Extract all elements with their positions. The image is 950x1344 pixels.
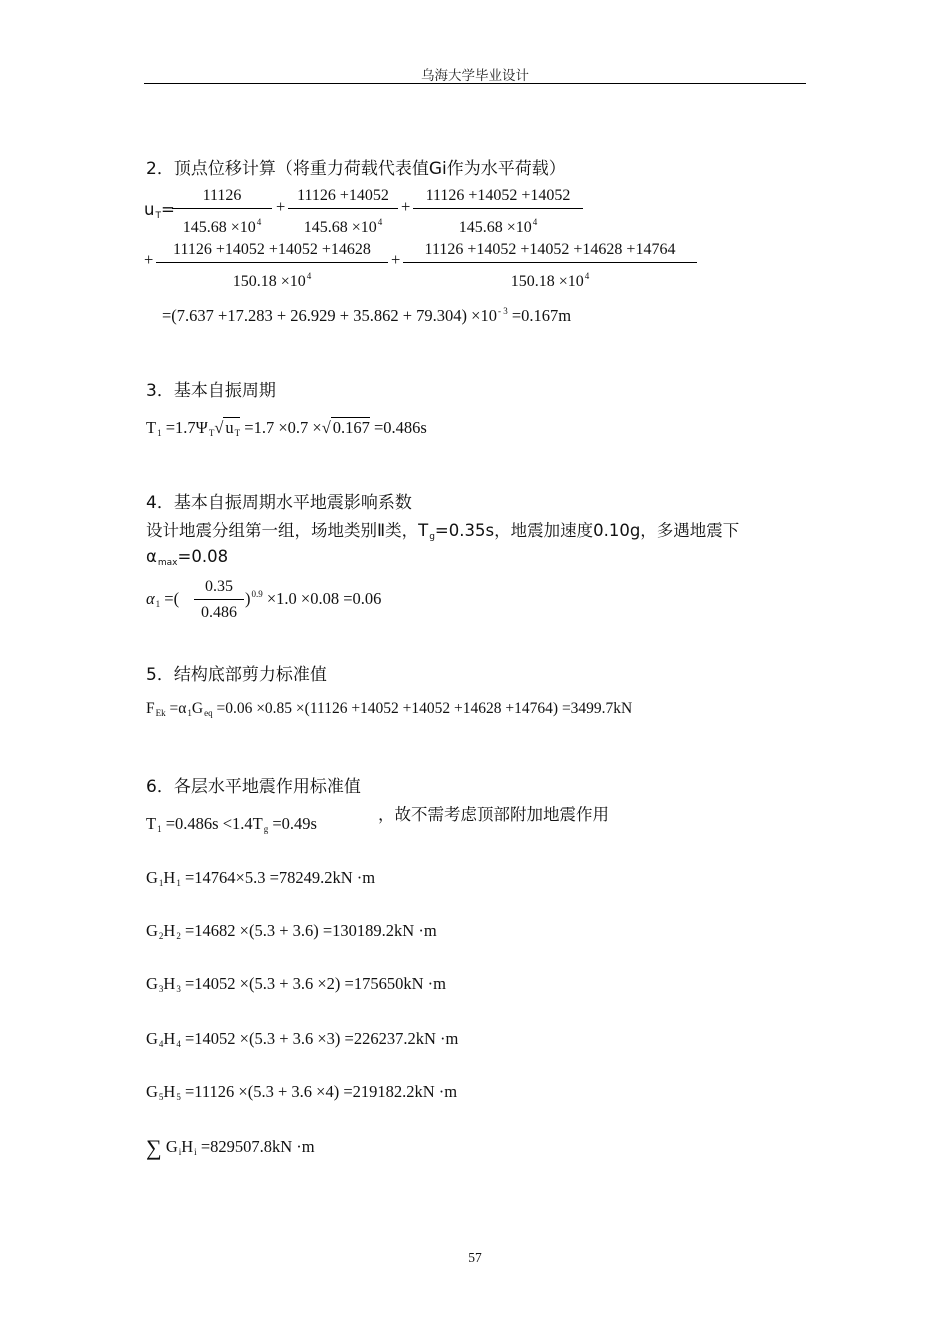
GH-row-4-G-sub: 4 [158,1039,164,1049]
fraction-4-bar [156,262,388,263]
fraction-3-denominator [413,210,583,236]
fraction-5-den-text: 150.18 ×10 [510,273,584,290]
top-condition-g-sub: g [263,824,269,834]
sqrt-sign: √ [214,418,224,437]
GH-row-2: $G_2H_2 =14682 \times(5.3 + 3.6) =130189.2kN \cdot m$ [146,921,437,941]
sqrt-u: u [225,418,234,437]
site-parameters-a: 设计地震分组第一组，场地类别Ⅱ类，T [146,521,429,540]
base-shear-G-sub: eq [204,708,213,718]
alpha1-close: ) [245,589,251,608]
fraction-4-den-text: 150.18 ×10 [232,273,306,290]
GH-row-2-value: =14682 ×(5.3 + 3.6) =130189.2kN ·m [180,921,437,940]
alpha1-open: =( [160,589,180,608]
alpha1-symbol: α [146,589,155,608]
base-shear-result: =0.06 ×0.85 ×(11126 +14052 +14052 +14628 +14764) =3499.7kN [212,700,633,717]
GH-row-3-value: =14052 ×(5.3 + 3.6 ×2) =175650kN ·m [180,974,446,993]
base-shear-alpha: =α [165,700,187,717]
fraction-3-exp: 4 [532,217,538,227]
top-condition-T: T [146,814,157,833]
GH-row-2-G-sub: 2 [158,931,164,941]
base-shear-G: G [191,700,204,717]
GH-row-3-G-sub: 3 [158,984,164,994]
alpha1-numerator: 0.35 [205,578,233,595]
alpha1-denominator: 0.486 [201,604,237,621]
GH-row-1-H-sub: 1 [176,878,181,888]
period-coef: =1.7Ψ [161,418,208,437]
GH-row-4: $G_4H_4 =14052 \times(5.3 + 3.6 \times 3) =226237.2kN \cdot m$ [146,1029,459,1049]
fraction-2-bar [288,208,398,209]
uT-symbol: u [144,200,155,219]
displacement-result [162,306,571,326]
fraction-5-exp: 4 [584,271,590,281]
GH-row-5-value: =11126 ×(5.3 + 3.6 ×4) =219182.2kN ·m [180,1082,458,1101]
fraction-4-numerator: 11126 +14052 +14052 +14628 [173,241,371,258]
alpha-max [146,547,228,568]
GH-sum-value: =829507.8kN ·m [196,1137,315,1156]
section5-heading: 5．结构底部剪力标准值 [146,665,327,685]
site-parameters [146,517,739,542]
alpha1-rhs [245,589,381,609]
plus-sign: + [401,197,411,216]
GH-row-3: $G_3H_3 =14052 \times(5.3 + 3.6 \times 2) =175650kN \cdot m$ [146,974,446,994]
top-condition-T-sub: 1 [157,824,162,834]
section6-heading: 6．各层水平地震作用标准值 [146,777,361,797]
fraction-1-exp: 4 [256,217,262,227]
fraction-2-numerator: 11126 +14052 [297,187,389,204]
plus-sign: + [144,250,154,269]
fraction-5-bar [403,262,697,263]
fraction-1 [172,185,272,236]
period-psi-sub: T [208,428,215,438]
GH-row-4-value: =14052 ×(5.3 + 3.6 ×3) =226237.2kN ·m [180,1029,459,1048]
plus-sign: + [391,250,401,269]
base-shear-formula [146,700,632,718]
alpha-max-symbol: α [146,547,157,566]
GH-row-1-G-sub: 1 [158,878,164,888]
site-parameters-sub: g [429,532,435,542]
GH-row-5: $G_5H_5 =11126 \times(5.3 + 3.6 \times 4) =219182.2kN \cdot m$ [146,1082,458,1102]
fraction-1-numerator: 11126 [202,187,242,204]
alpha-max-sub: max [157,558,178,568]
fraction-3-numerator: 11126 +14052 +14052 [425,187,571,204]
section2-heading: 2．顶点位移计算（将重力荷载代表值Gi作为水平荷载） [146,159,566,179]
fraction-2-denominator [288,210,398,236]
top-condition-b: =0.49s [268,814,317,833]
base-shear-F: F [146,700,155,717]
displacement-result-exp: - 3 [497,306,508,316]
top-condition-text: ，故不需考虑顶部附加地震作用 [378,805,609,824]
site-parameters-b: =0.35s，地震加速度0.10g，多遇地震下 [434,521,740,540]
top-condition-formula [146,814,317,834]
fraction-2 [288,185,398,236]
section3-heading: 3．基本自振周期 [146,381,276,401]
alpha1-result: ×1.0 ×0.08 =0.06 [262,589,382,608]
base-shear-alpha-sub: 1 [187,708,192,718]
alpha-max-value: =0.08 [177,547,229,566]
GH-sum-H-sub: i [194,1147,197,1157]
fraction-1-bar [172,208,272,209]
GH-row-1-value: =14764×5.3 =78249.2kN ·m [180,868,376,887]
sqrt-u-sub: T [234,428,241,438]
period-T-sub: 1 [157,428,162,438]
period-formula [146,418,427,438]
base-shear-F-sub: Ek [155,708,166,718]
fraction-3 [413,185,583,236]
sum-icon: ∑ [146,1135,162,1160]
GH-row-2-H-sub: 2 [176,931,181,941]
alpha1-sub: 1 [155,599,161,609]
alpha1-exp: 0.9 [251,589,263,599]
sqrt-value: 0.167 [332,418,370,437]
fraction-5-numerator: 11126 +14052 +14052 +14628 +14764 [424,241,676,258]
GH-row-5-G-sub: 5 [158,1092,164,1102]
fraction-5 [403,239,697,290]
period-result: =0.486s [369,418,427,437]
top-condition-a: =0.486s <1.4T [161,814,263,833]
fraction-4-denominator [156,264,388,290]
alpha1-fraction [194,576,244,623]
uT-label [144,200,175,221]
sqrt-sign: √ [321,418,331,437]
alpha1-fraction-bar [194,599,244,600]
displacement-result-sum: =(7.637 +17.283 + 26.929 + 35.862 + 79.304) ×10 [162,306,497,325]
fraction-4-exp: 4 [306,271,312,281]
plus-sign: + [276,197,286,216]
fraction-2-den-text: 145.68 ×10 [303,219,377,236]
fraction-2-exp: 4 [377,217,383,227]
fraction-4 [156,239,388,290]
fraction-3-den-text: 145.68 ×10 [458,219,532,236]
page-number: 57 [468,1250,482,1265]
period-mid: =1.7 ×0.7 × [240,418,322,437]
GH-sum: ∑ $G_iH_i =829507.8kN \cdot m$ [146,1135,315,1160]
uT-subscript: T [155,211,161,221]
alpha1-lhs [146,589,179,609]
GH-row-5-H-sub: 5 [176,1092,181,1102]
GH-row-1: $G_1H_1 =14764\times 5.3 =78249.2kN \cdot m$ [146,868,376,888]
header-divider [144,83,806,84]
sqrt-uT [223,417,240,437]
GH-row-3-H-sub: 3 [176,984,181,994]
GH-row-4-H-sub: 4 [176,1039,181,1049]
fraction-3-bar [413,208,583,209]
section4-heading: 4．基本自振周期水平地震影响系数 [146,493,412,513]
fraction-1-den-text: 145.68 ×10 [182,219,256,236]
displacement-result-value: =0.167m [507,306,572,325]
GH-sum-G-sub: i [178,1147,182,1157]
header-title: 乌海大学毕业设计 [421,68,529,84]
fraction-1-denominator [172,210,272,236]
period-T: T [146,418,157,437]
fraction-5-denominator [403,264,697,290]
uT-equals: = [160,200,175,219]
